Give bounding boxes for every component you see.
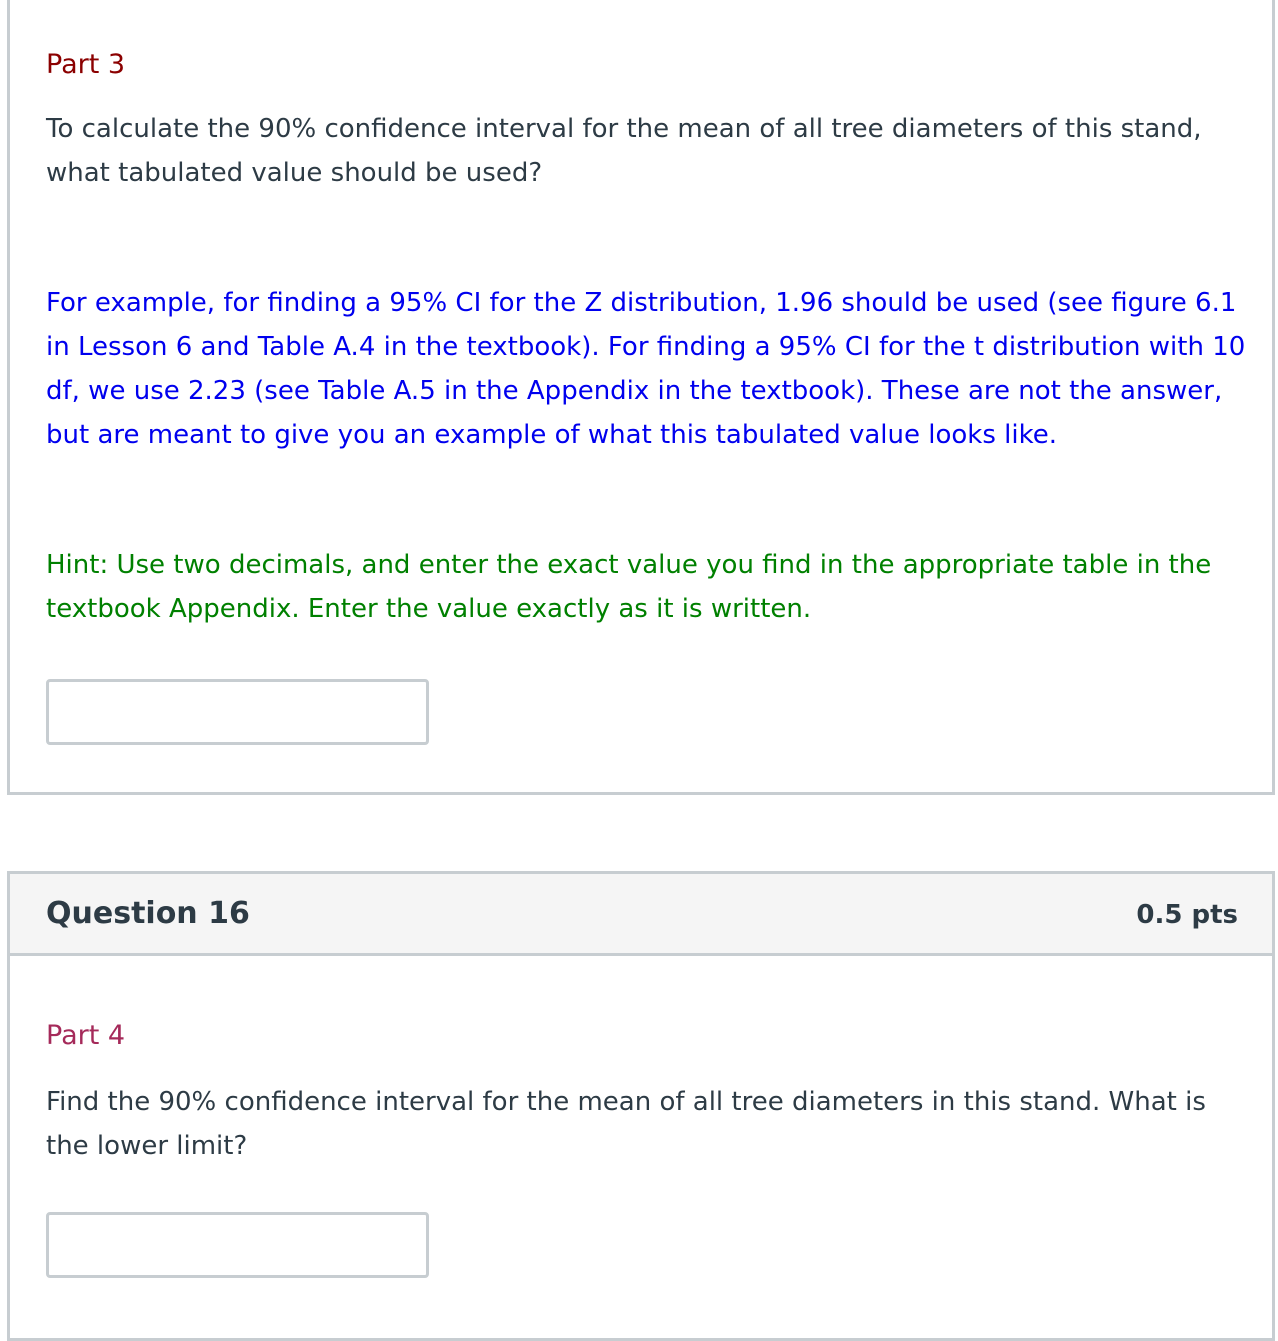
question-card-part-3 — [7, 0, 1275, 795]
question-points: 0.5 pts — [1136, 900, 1238, 930]
part-title: Part 4 — [46, 1020, 126, 1051]
question-header — [10, 874, 1272, 956]
question-text: To calculate the 90% confidence interval for the mean of all tree diameters of this stand, what tabulated value should be used? — [46, 114, 1202, 188]
example-text: For example, for finding a 95% CI for the Z distribution, 1.96 should be used (see figure 6.1 in Lesson 6 and Table A.4 in the textbook). For finding a 95% CI for the t distribution with 10 df, we use 2.23 (see Table A.5 in the Appendix in the textbook). These are not the answer, but are meant to give you an example of what this tabulated value looks like. — [46, 288, 1246, 450]
question-text: Find the 90% confidence interval for the mean of all tree diameters in this stand. What is the lower limit? — [46, 1087, 1206, 1161]
answer-input[interactable] — [46, 1212, 429, 1278]
part-title: Part 3 — [46, 49, 126, 80]
hint-text: Hint: Use two decimals, and enter the exact value you find in the appropriate table in the textbook Appendix. Enter the value exactly as it is written. — [46, 550, 1212, 624]
question-card-16 — [7, 871, 1275, 1341]
answer-input[interactable] — [46, 679, 429, 745]
question-title: Question 16 — [46, 896, 250, 931]
